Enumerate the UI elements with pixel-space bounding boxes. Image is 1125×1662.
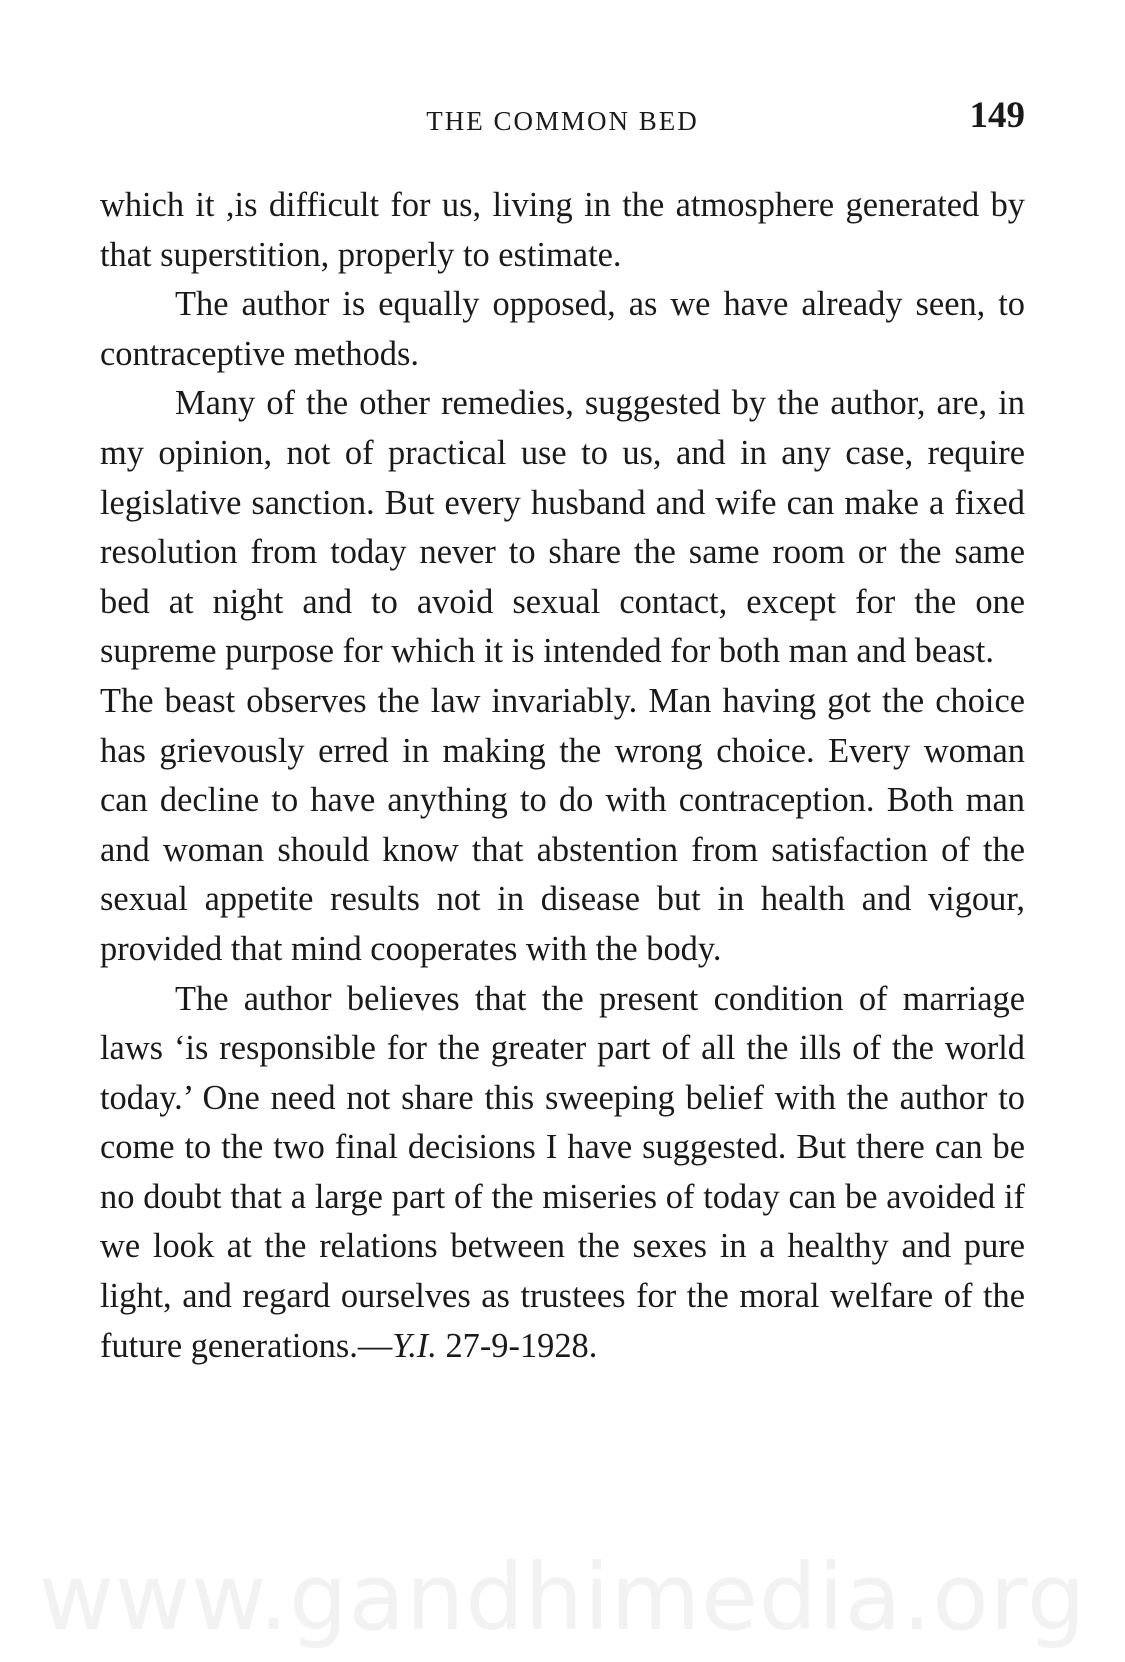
running-title: THE COMMON BED (426, 106, 699, 136)
paragraph: The author is equally opposed, as we have already seen, to contraceptive methods. (100, 285, 1025, 373)
citation-date: 27-9-1928. (436, 1326, 598, 1365)
paragraph-final (100, 975, 1025, 1372)
page-number: 149 (969, 95, 1025, 136)
body-text (100, 181, 1025, 1371)
watermark: www.gandhimedia.org (38, 1544, 1087, 1651)
paragraph-continued: which it ,is difficult for us, living in the atmosphere generated by that superstition, properly to estimate. (100, 186, 1025, 274)
paragraph: The beast observes the law invariably. Man having got the choice has grievously erred in making the wrong choice. Every woman can decline to have anything to do with contraception. Both man and woman should know that abstention from satisfaction of the sexual appetite results not in disease but in health and vigour, provided that mind cooperates with the body. (100, 681, 1025, 968)
paragraph: Many of the other remedies, suggested by the author, are, in my opinion, not of practical use to us, and in any case, require legislative sanction. But every husband and wife can make a fixed resolution from today never to share the same room or the same bed at night and to avoid sexual contact, except for the one supreme purpose for which it is intended for both man and beast. (100, 384, 1025, 671)
citation-source: Y.I. (392, 1326, 437, 1365)
running-head (100, 96, 1025, 144)
paragraph-text: The author believes that the present condition of marriage laws ‘is responsible for the greater part of all the ills of the world today.’ One need not share this sweeping belief with the author to come to the two final decisions I have suggested. But there can be no doubt that a large part of the miseries of today can be avoided if we look at the relations between the sexes in a healthy and pure light, and regard ourselves as trustees for the moral welfare of the future generations.— (100, 979, 1025, 1365)
